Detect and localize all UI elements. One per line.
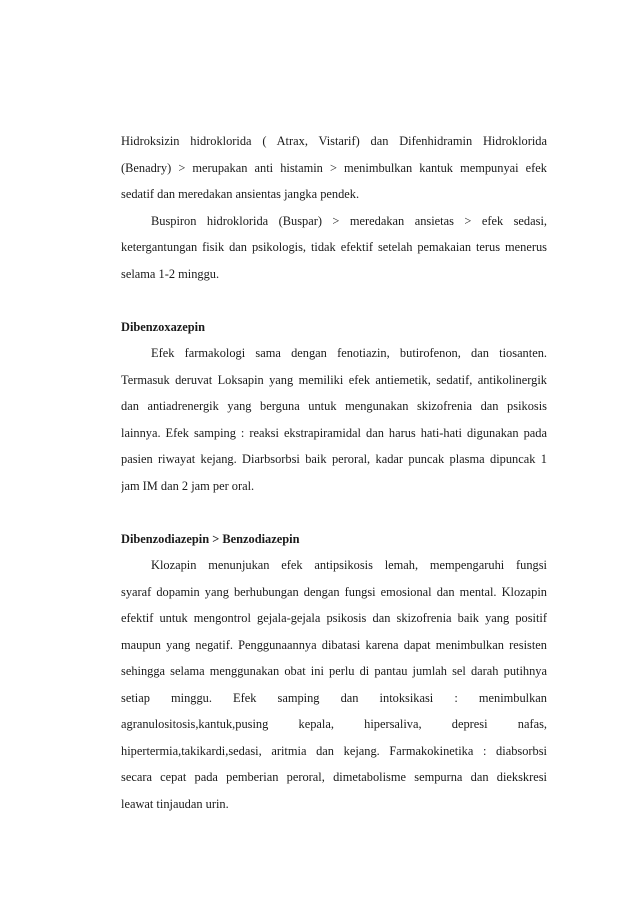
paragraph-hidroksizin — [121, 128, 547, 208]
text-line: secara cepat pada pemberian peroral, dimetabolisme sempurna dan diekskresi — [121, 770, 547, 784]
paragraph-dibenzoxazepin — [121, 340, 547, 499]
text-line: Efek farmakologi sama dengan fenotiazin, butirofenon, dan tiosanten. — [151, 346, 547, 360]
text-line: dan antiadrenergik yang berguna untuk mengunakan skizofrenia dan psikosis — [121, 399, 547, 413]
text-line: lainnya. Efek samping : reaksi ekstrapiramidal dan harus hati-hati digunakan pada — [121, 425, 547, 440]
blank-line — [121, 287, 547, 314]
text-line: syaraf dopamin yang berhubungan dengan fungsi emosional dan mental. Klozapin — [121, 584, 547, 599]
text-line: Hidroksizin hidroklorida ( Atrax, Vistarif) dan Difenhidramin Hidroklorida — [121, 134, 547, 148]
text-line: setiap minggu. Efek samping dan intoksikasi : menimbulkan — [121, 690, 547, 705]
text-line: leawat tinjaudan urin. — [121, 796, 229, 811]
text-line: hipertermia,takikardi,sedasi, aritmia dan kejang. Farmakokinetika : diabsorbsi — [121, 743, 547, 758]
text-line: Klozapin menunjukan efek antipsikosis lemah, mempengaruhi fungsi — [151, 558, 547, 572]
paragraph-buspiron — [121, 208, 547, 288]
text-line: pasien riwayat kejang. Diarbsorbsi baik peroral, kadar puncak plasma dipuncak 1 — [121, 452, 547, 466]
blank-line — [121, 499, 547, 526]
text-line: Termasuk deruvat Loksapin yang memiliki efek antiemetik, sedatif, antikolinergik — [121, 372, 547, 387]
section-heading-dibenzodiazepin: Dibenzodiazepin > Benzodiazepin — [121, 531, 300, 546]
text-line: sehingga selama menggunakan obat ini perlu di pantau jumlah sel darah putihnya — [121, 664, 547, 678]
paragraph-klozapin — [121, 552, 547, 817]
text-line: efektif untuk mengontrol gejala-gejala psikosis dan skizofrenia baik yang positif — [121, 611, 547, 625]
text-line: ketergantungan fisik dan psikologis, tidak efektif setelah pemakaian terus menerus — [121, 240, 547, 254]
text-line: agranulositosis,kantuk,pusing kepala, hipersaliva, depresi nafas, — [121, 717, 547, 731]
section-heading-dibenzoxazepin: Dibenzoxazepin — [121, 319, 205, 334]
text-line: selama 1-2 minggu. — [121, 266, 220, 281]
document-page — [121, 128, 547, 817]
text-line: jam IM dan 2 jam per oral. — [121, 478, 255, 493]
text-line: (Benadry) > merupakan anti histamin > menimbulkan kantuk mempunyai efek — [121, 160, 547, 175]
text-line: Buspiron hidroklorida (Buspar) > meredakan ansietas > efek sedasi, — [151, 213, 547, 228]
text-line: maupun yang negatif. Penggunaannya dibatasi karena dapat menimbulkan resisten — [121, 637, 547, 652]
text-line: sedatif dan meredakan ansientas jangka pendek. — [121, 187, 360, 201]
